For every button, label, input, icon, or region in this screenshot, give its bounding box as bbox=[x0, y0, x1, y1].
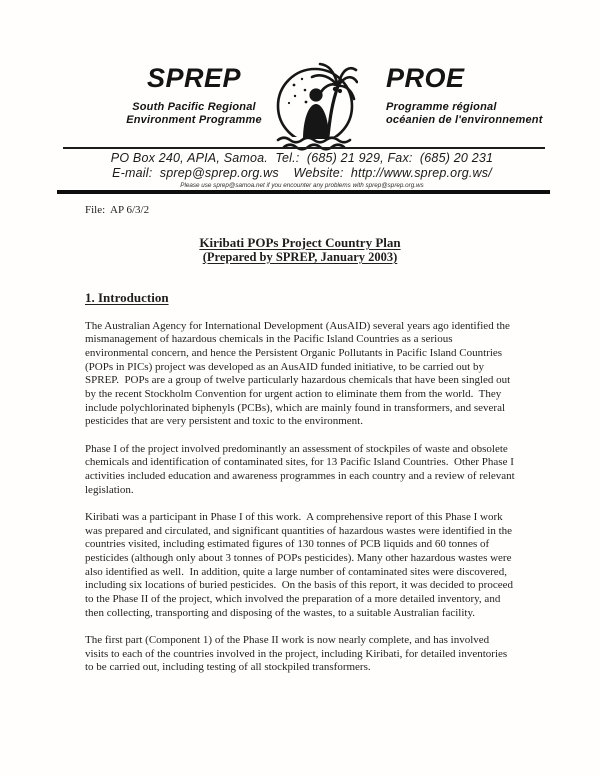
proe-tagline-line1: Programme régional bbox=[386, 101, 497, 113]
document-body bbox=[85, 203, 518, 675]
section-heading-introduction: 1. Introduction bbox=[85, 290, 169, 305]
intro-paragraph-4: The first part (Component 1) of the Phase II work is now nearly complete, and has involved visits to each of the countries involved in the project, including Kiribati, for detailed inventories to be carried out, including testing of all stockpiled transformers. bbox=[85, 634, 510, 674]
document-subtitle: (Prepared by SPREP, January 2003) bbox=[202, 250, 398, 264]
star-dots bbox=[288, 78, 308, 104]
file-reference: File: AP 6/3/2 bbox=[85, 204, 150, 216]
contact-address-line: PO Box 240, APIA, Samoa. Tel.: (685) 21 929, Fax: (685) 20 231 bbox=[110, 151, 494, 165]
proe-tagline-line2: océanien de l'environnement bbox=[386, 114, 543, 126]
proe-brand-block bbox=[386, 64, 576, 127]
proe-acronym: PROE bbox=[386, 63, 465, 93]
proe-tagline bbox=[386, 101, 576, 127]
islander-silhouette bbox=[303, 88, 329, 139]
header-thin-rule bbox=[63, 147, 545, 149]
sprep-tagline-line2: Environment Programme bbox=[126, 114, 262, 126]
header-thick-rule bbox=[57, 190, 550, 194]
contact-block bbox=[56, 151, 548, 190]
sprep-logo-icon bbox=[272, 58, 358, 152]
intro-paragraph-1: The Australian Agency for International Development (AusAID) several years ago identified the mismanagement of hazardous chemicals in the Pacific Island Countries as a serious environmental concern, and hence the Persistent Organic Pollutants in Pacific Island Countries (POPs in PICs) project was developed as an AusAID funded initiative, to be carried out by SPREP. POPs are a group of twelve particularly hazardous chemicals that have been singled out by the recent Stockholm Convention for urgent action to eliminate them from the world. They include polychlorinated biphenyls (PCBs), which are mainly found in transformers, and several pesticides that are very persistent and toxic to the environment. bbox=[85, 319, 513, 428]
contact-email-website-line: E-mail: sprep@sprep.org.ws Website: http://www.sprep.org.ws/ bbox=[112, 166, 492, 180]
intro-paragraph-2: Phase I of the project involved predominantly an assessment of stockpiles of waste and obsolete chemicals and identification of contaminated sites, for 13 Pacific Island Countries. Other Phase I activities included education and awareness programmes in each country and a review of relevant legislation. bbox=[85, 442, 518, 496]
sprep-acronym: SPREP bbox=[146, 63, 242, 93]
contact-fallback-note: Please use sprep@samoa.net if you encounter any problems with sprep@sprep.org.ws bbox=[180, 182, 424, 189]
document-title: Kiribati POPs Project Country Plan bbox=[199, 235, 401, 250]
sprep-tagline bbox=[116, 101, 272, 127]
sprep-tagline-line1: South Pacific Regional bbox=[132, 101, 256, 113]
sprep-brand-block bbox=[116, 64, 272, 127]
intro-paragraph-3: Kiribati was a participant in Phase I of this work. A comprehensive report of this Phase I work was prepared and circulated, and significant quantities of hazardous wastes were identified in the countries visited, including estimated figures of 130 tonnes of PCB liquids and 60 tonnes of pesticides (although only about 3 tonnes of POPs pesticides). Many other hazardous wastes were also identified as well. In addition, quite a large number of contaminated sites were discovered, including six locations of buried pesticides. On the basis of this report, it was decided to proceed to the Phase II of the project, which involved the preparation of a more detailed inventory, and then collecting, transporting and disposing of the wastes, to a suitable Australian facility. bbox=[85, 510, 516, 619]
